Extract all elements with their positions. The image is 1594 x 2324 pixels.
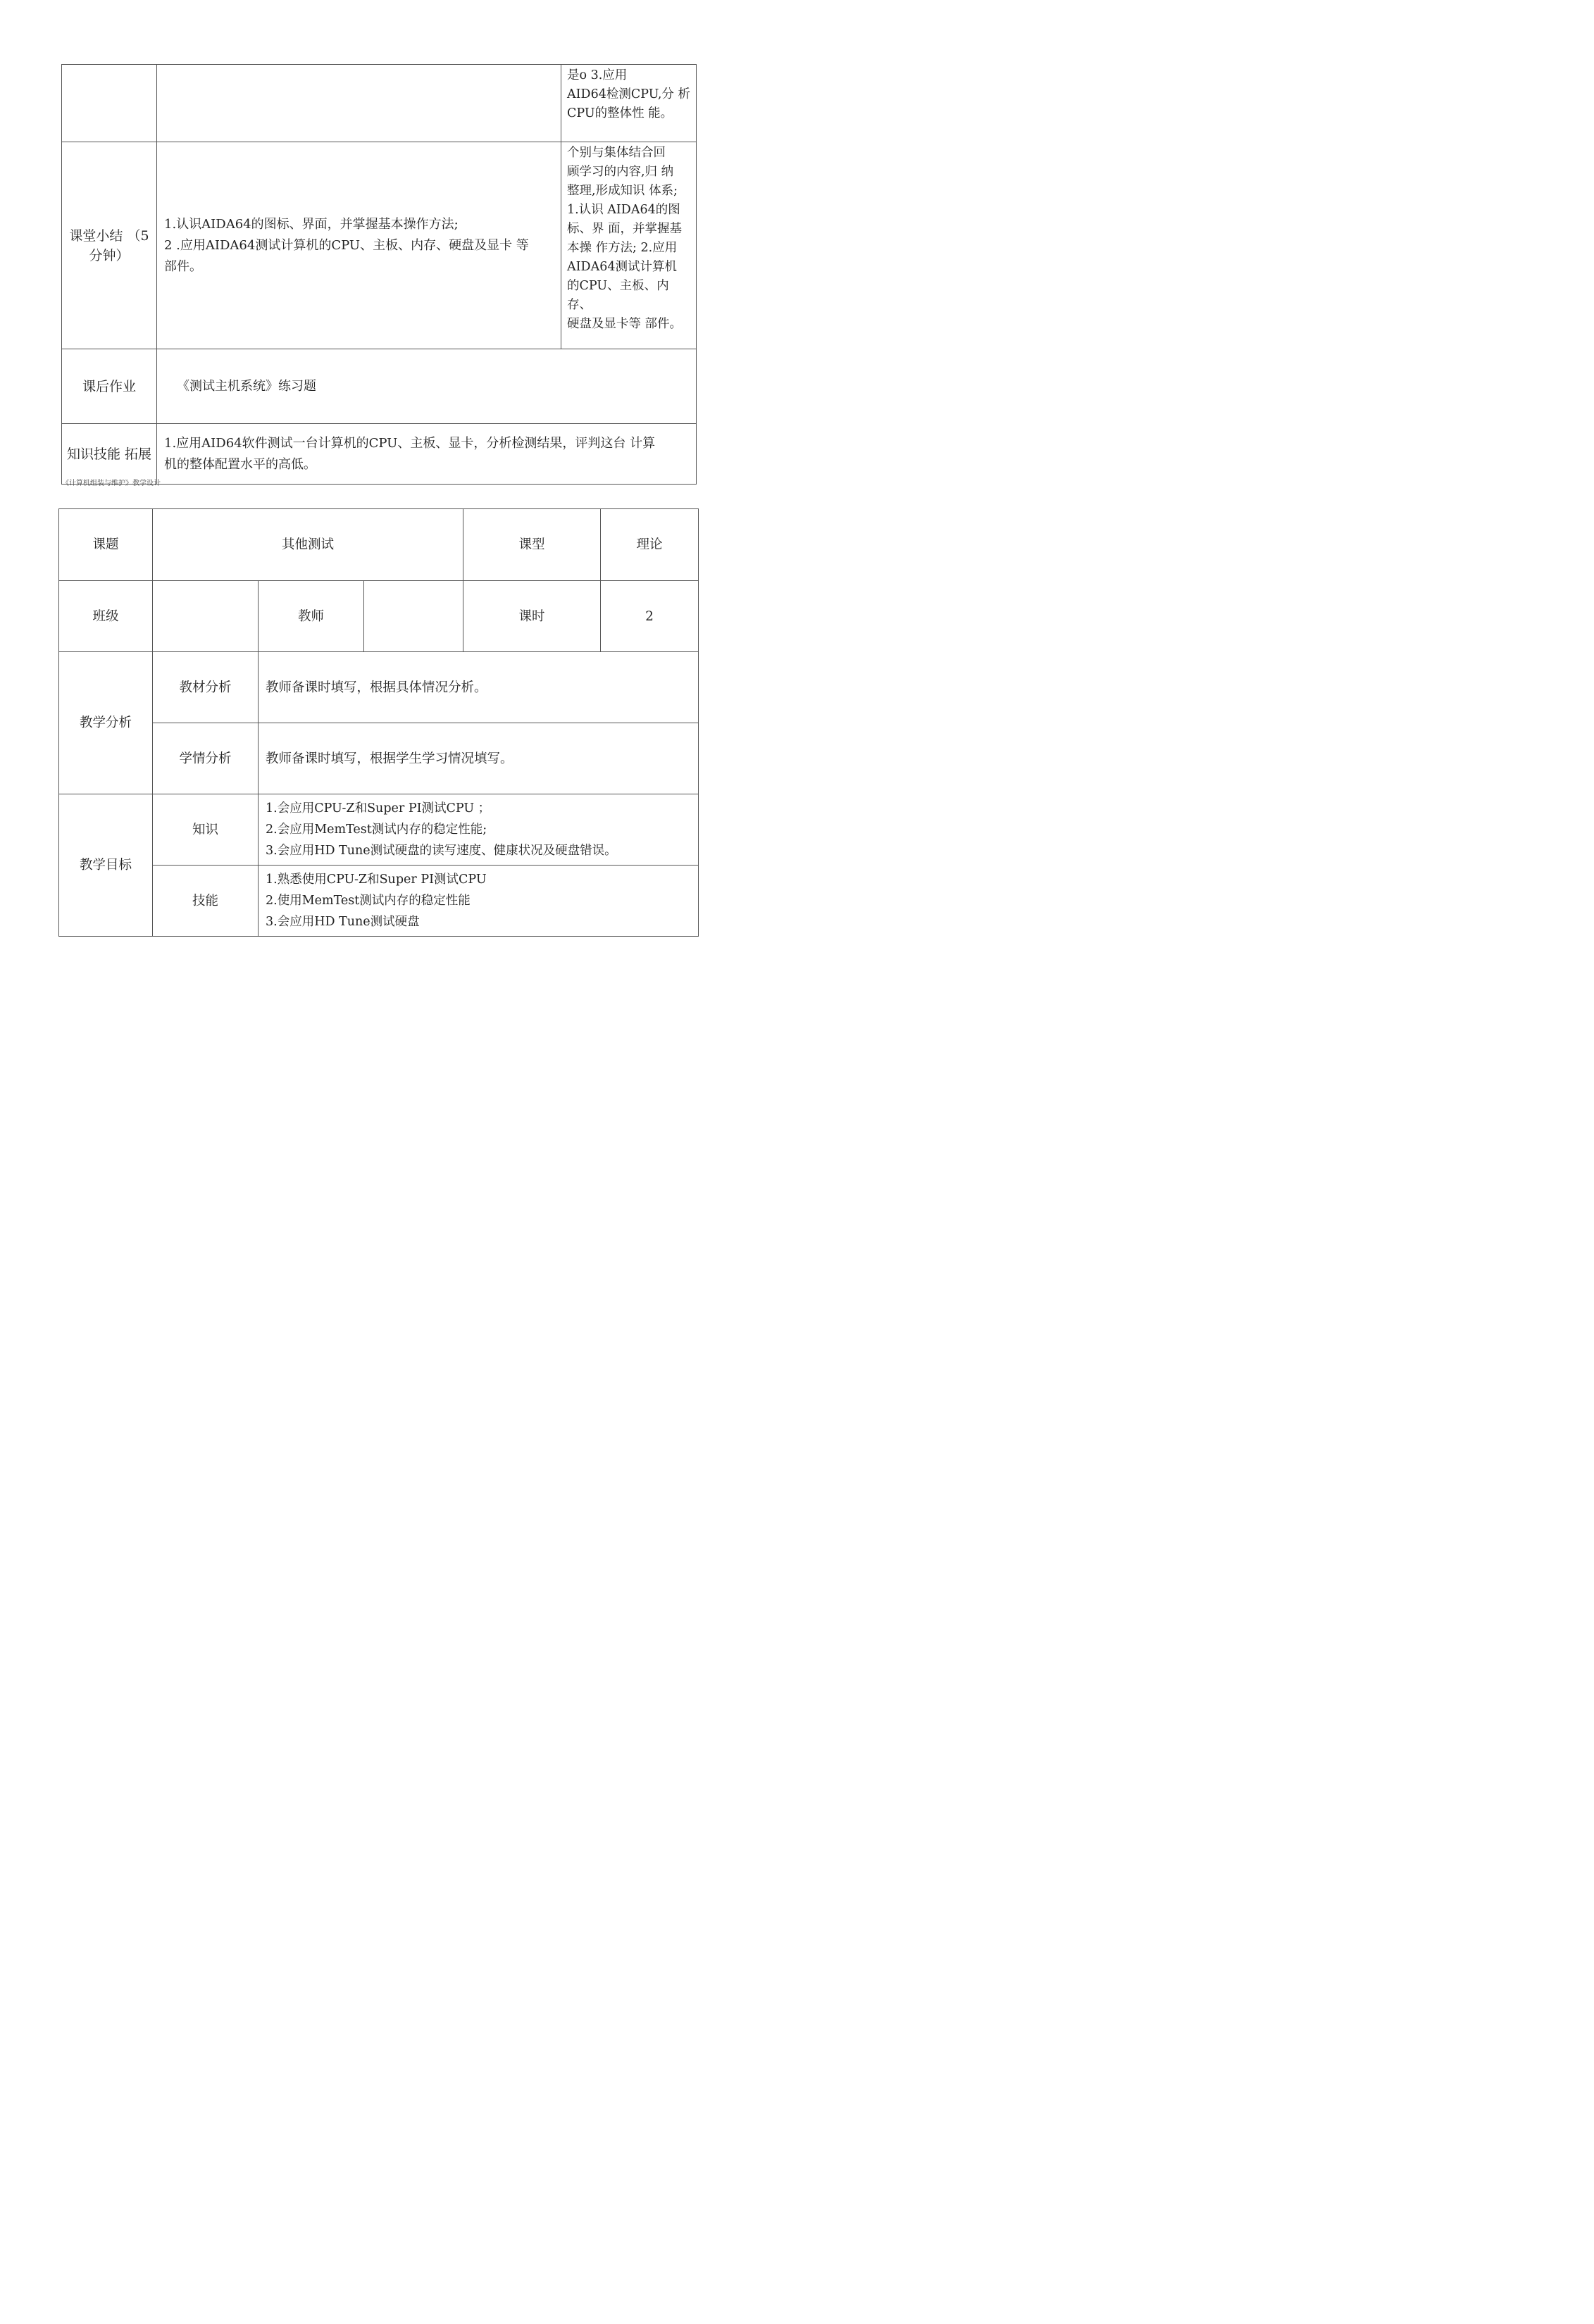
type-value: 理论 xyxy=(601,509,699,581)
side-line: CPU的整体性 能。 xyxy=(567,106,673,120)
summary-content xyxy=(157,142,561,349)
table-row-knowledge xyxy=(59,794,699,866)
summary-side-cell xyxy=(561,142,697,349)
side-line: 个别与集体结合回 xyxy=(567,146,666,160)
table-row-class xyxy=(59,581,699,652)
page-footer: 《计算机组装与维护》教学设计 xyxy=(62,480,161,487)
side-line: 整理,形成知识 体系; xyxy=(567,184,678,198)
side-line: 本操 作方法; 2.应用 xyxy=(567,241,678,255)
table-row-learner xyxy=(59,723,699,794)
table-row-intro xyxy=(62,65,697,142)
material-value: 教师备课时填写，根据具体情况分析。 xyxy=(259,652,699,723)
hours-value: 2 xyxy=(601,581,699,652)
learner-value: 教师备课时填写，根据学生学习情况填写。 xyxy=(259,723,699,794)
side-line: AID64检测CPU,分 析 xyxy=(567,87,690,101)
list-item: 2.会应用MemTest测试内存的稳定性能; xyxy=(266,823,487,837)
type-label: 课型 xyxy=(463,509,601,581)
summary-line: 1.认识AIDA64的图标、界面，并掌握基本操作方法; xyxy=(164,216,459,232)
list-item: 2.使用MemTest测试内存的稳定性能 xyxy=(266,894,471,908)
table-row-material xyxy=(59,652,699,723)
topic-value: 其他测试 xyxy=(153,509,463,581)
lesson-plan-table xyxy=(58,508,699,937)
side-line: 硬盘及显卡等 部件。 xyxy=(567,317,683,331)
table-row-extension xyxy=(62,424,697,485)
side-line: 1.认识 AIDA64的图 xyxy=(567,203,680,217)
goals-label: 教学目标 xyxy=(59,794,153,937)
intro-content-cell xyxy=(157,65,561,142)
extension-label: 知识技能 拓展 xyxy=(62,424,157,485)
summary-line: 部件。 xyxy=(164,258,202,274)
knowledge-label: 知识 xyxy=(153,794,259,866)
table-row-topic xyxy=(59,509,699,581)
teacher-value xyxy=(364,581,463,652)
homework-label: 课后作业 xyxy=(62,349,157,424)
class-label: 班级 xyxy=(59,581,153,652)
side-line: 标、界 面，并掌握基 xyxy=(567,222,683,236)
homework-content: 《测试主机系统》练习题 xyxy=(157,349,697,424)
teacher-label: 教师 xyxy=(259,581,364,652)
side-line: 的CPU、主板、内 存、 xyxy=(567,279,669,312)
table-row-skills xyxy=(59,866,699,937)
table-row-homework xyxy=(62,349,697,424)
class-value xyxy=(153,581,259,652)
extension-content xyxy=(157,424,697,485)
list-item: 3.会应用HD Tune测试硬盘的读写速度、健康状况及硬盘错误。 xyxy=(266,844,617,858)
summary-label: 课堂小结 （5 分钟） xyxy=(62,142,157,349)
topic-label: 课题 xyxy=(59,509,153,581)
list-item: 1.熟悉使用CPU-Z和Super PI测试CPU xyxy=(266,873,487,887)
knowledge-list xyxy=(259,794,699,866)
summary-line: 2 .应用AIDA64测试计算机的CPU、主板、内存、硬盘及显卡 等 xyxy=(164,237,529,253)
extension-line: 1.应用AID64软件测试一台计算机的CPU、主板、显卡，分析检测结果，评判这台 计算 xyxy=(164,435,656,451)
side-line: AIDA64测试计算机 xyxy=(567,260,677,274)
analysis-label: 教学分析 xyxy=(59,652,153,794)
hours-label: 课时 xyxy=(463,581,601,652)
intro-side-cell xyxy=(561,65,697,142)
side-line: 是o 3.应用 xyxy=(567,68,628,82)
skills-list xyxy=(259,866,699,937)
list-item: 3.会应用HD Tune测试硬盘 xyxy=(266,915,420,929)
extension-line: 机的整体配置水平的高低。 xyxy=(164,456,316,472)
table-row-summary xyxy=(62,142,697,349)
list-item: 1.会应用CPU-Z和Super PI测试CPU ； xyxy=(266,801,491,816)
material-label: 教材分析 xyxy=(153,652,259,723)
side-line: 顾学习的内容,归 纳 xyxy=(567,165,674,179)
intro-label-cell xyxy=(62,65,157,142)
learner-label: 学情分析 xyxy=(153,723,259,794)
lesson-continuation-table xyxy=(61,64,697,485)
skills-label: 技能 xyxy=(153,866,259,937)
